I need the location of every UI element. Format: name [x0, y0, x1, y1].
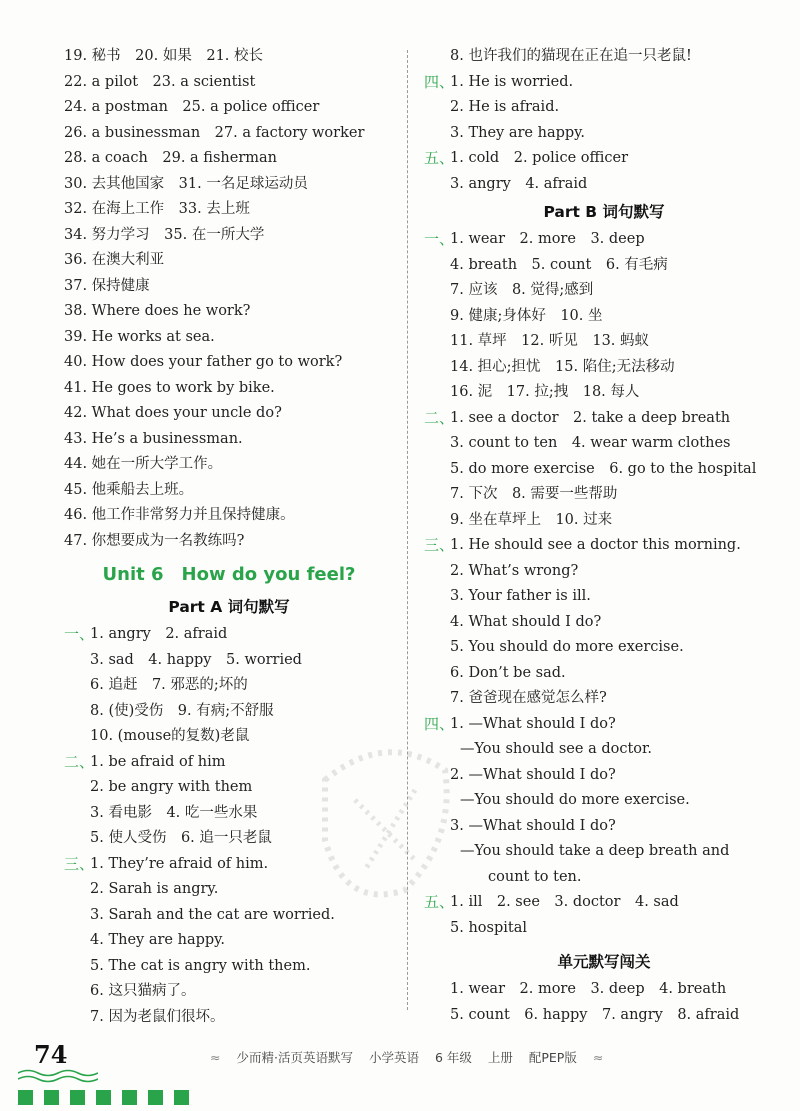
answer-text: 34. 努力学习 35. 在一所大学	[64, 226, 265, 243]
answer-text: 5. You should do more exercise.	[450, 639, 684, 655]
answer-line	[64, 197, 394, 223]
answer-text: 1. wear 2. more 3. deep	[450, 231, 645, 247]
answer-line	[424, 1003, 784, 1029]
answer-line	[424, 610, 784, 636]
right-column	[424, 44, 784, 1028]
answer-line	[64, 648, 394, 674]
answer-line	[424, 661, 784, 687]
page-number: 74	[34, 1040, 68, 1069]
answer-text: —You should take a deep breath and	[460, 843, 730, 859]
answer-line	[424, 712, 784, 738]
answer-line	[424, 584, 784, 610]
answer-line	[424, 890, 784, 916]
answer-line	[64, 350, 394, 376]
section-marker: 四、	[424, 714, 455, 733]
answer-text: 32. 在海上工作 33. 去上班	[64, 201, 250, 217]
answer-line	[424, 329, 784, 355]
answer-text: 1. He is worried.	[450, 73, 574, 90]
answer-text: 7. 下次 8. 需要一些帮助	[450, 486, 618, 502]
answer-text: 45. 他乘船去上班。	[64, 481, 194, 498]
answer-list-part-a-cont	[424, 44, 784, 197]
answer-text: 26. a businessman 27. a factory worker	[64, 124, 365, 141]
answer-text: 3. Your father is ill.	[450, 588, 591, 604]
answer-text: 39. He works at sea.	[64, 328, 215, 345]
section-marker: 四、	[424, 72, 455, 91]
wave-decoration-icon	[18, 1068, 98, 1084]
answer-text: 1. cold 2. police officer	[450, 150, 629, 166]
answer-list-unit5	[64, 44, 394, 554]
answer-text: 11. 草坪 12. 听见 13. 蚂蚁	[450, 333, 650, 349]
answer-line	[424, 763, 784, 789]
answer-text: 14. 担心;担忧 15. 陷住;无法移动	[450, 358, 675, 375]
answer-line	[424, 355, 784, 381]
answer-text: 19. 秘书 20. 如果 21. 校长	[64, 48, 264, 64]
answer-text: 5. 使人受伤 6. 追一只老鼠	[90, 830, 272, 846]
answer-text: 1. —What should I do?	[450, 715, 616, 732]
faded-stamp-watermark	[305, 720, 465, 920]
section-marker: 三、	[64, 854, 95, 873]
answer-text: 24. a postman 25. a police officer	[64, 99, 320, 115]
answer-line	[424, 172, 784, 198]
unit-title: Unit 6 How do you feel?	[102, 564, 356, 585]
answer-text: 2. Sarah is angry.	[90, 881, 219, 897]
answer-text: 1. ill 2. see 3. doctor 4. sad	[450, 894, 679, 910]
answer-line	[424, 146, 784, 172]
answer-line	[64, 954, 394, 980]
section-marker: 一、	[424, 230, 455, 248]
section-marker: 三、	[424, 536, 455, 554]
answer-text: —You should see a doctor.	[460, 741, 652, 757]
answer-text: 8. 也许我们的猫现在正在追一只老鼠!	[450, 48, 692, 64]
answer-text: 10. (mouse的复数)老鼠	[90, 728, 250, 744]
answer-text: 7. 爸爸现在感觉怎么样?	[450, 690, 607, 706]
answer-line	[64, 376, 394, 402]
answer-line	[424, 278, 784, 304]
answer-line	[424, 977, 784, 1003]
answer-text: 6. 追赶 7. 邪恶的;坏的	[90, 677, 248, 693]
footer-grade: 6 年级	[434, 1050, 472, 1065]
answer-line	[424, 788, 784, 814]
answer-line	[424, 839, 784, 865]
answer-line	[424, 508, 784, 534]
answer-text: 4. breath 5. count 6. 有毛病	[450, 256, 668, 273]
footer-subject: 小学英语	[368, 1050, 419, 1065]
answer-line	[424, 304, 784, 330]
answer-line	[64, 1005, 394, 1031]
answer-text: 7. 应该 8. 觉得;感到	[450, 282, 594, 298]
answer-text: 5. count 6. happy 7. angry 8. afraid	[450, 1006, 740, 1023]
section-marker: 二、	[424, 408, 455, 427]
answer-line	[64, 503, 394, 529]
answer-line	[64, 146, 394, 172]
answer-text: 9. 健康;身体好 10. 坐	[450, 307, 603, 324]
answer-line	[64, 673, 394, 699]
answer-text: count to ten.	[488, 868, 582, 885]
answer-text: 22. a pilot 23. a scientist	[64, 73, 256, 90]
answer-line	[64, 44, 394, 70]
answer-line	[424, 253, 784, 279]
answer-text: 44. 她在一所大学工作。	[64, 456, 223, 472]
section-marker: 二、	[64, 752, 95, 771]
part-b-title: Part B 词句默写	[543, 203, 665, 221]
answer-text: 1. be afraid of him	[90, 753, 226, 770]
answer-line	[424, 457, 784, 483]
answer-text: 3. 看电影 4. 吃一些水果	[90, 804, 258, 821]
answer-line	[64, 427, 394, 453]
answer-line	[64, 121, 394, 147]
answer-line	[424, 686, 784, 712]
section-marker: 五、	[424, 893, 455, 911]
answer-text: 1. wear 2. more 3. deep 4. breath	[450, 981, 727, 997]
answer-text: 4. They are happy.	[90, 932, 226, 948]
answer-line	[424, 227, 784, 253]
answer-line	[424, 814, 784, 840]
answer-line	[64, 95, 394, 121]
answer-line	[64, 928, 394, 954]
answer-line	[64, 979, 394, 1005]
section-marker: 一、	[64, 625, 95, 643]
answer-line	[424, 431, 784, 457]
answer-list-part-b	[424, 227, 784, 941]
answer-text: 37. 保持健康	[64, 277, 150, 294]
answer-line	[424, 406, 784, 432]
answer-line	[64, 248, 394, 274]
answer-text: 3. count to ten 4. wear warm clothes	[450, 435, 731, 451]
answer-line	[424, 559, 784, 585]
part-a-title: Part A 词句默写	[168, 598, 290, 616]
answer-text: 3. —What should I do?	[450, 817, 616, 834]
answer-text: 5. do more exercise 6. go to the hospital	[450, 460, 757, 477]
answer-text: 30. 去其他国家 31. 一名足球运动员	[64, 175, 308, 192]
answer-text: 3. Sarah and the cat are worried.	[90, 906, 335, 923]
answer-text: 3. sad 4. happy 5. worried	[90, 651, 302, 668]
answer-line	[424, 635, 784, 661]
section-marker: 五、	[424, 149, 455, 167]
answer-text: 43. He’s a businessman.	[64, 430, 243, 447]
unit-test-title: 单元默写闯关	[557, 953, 651, 971]
answer-line	[64, 478, 394, 504]
answer-line	[424, 737, 784, 763]
answer-line	[424, 70, 784, 96]
answer-text: 42. What does your uncle do?	[64, 405, 282, 421]
answer-line	[64, 172, 394, 198]
answer-line	[424, 482, 784, 508]
answer-text: 6. 这只猫病了。	[90, 983, 196, 999]
footer-edition: 配PEP版	[528, 1050, 577, 1065]
answer-text: 16. 泥 17. 拉;拽 18. 每人	[450, 384, 640, 400]
footer-volume: 上册	[487, 1050, 513, 1065]
square-decoration	[18, 1090, 200, 1109]
answer-text: 5. hospital	[450, 919, 527, 936]
answer-line	[64, 325, 394, 351]
answer-line	[64, 529, 394, 555]
footer-series: 少而精·活页英语默写	[236, 1050, 353, 1065]
answer-text: 47. 你想要成为一名教练吗?	[64, 532, 245, 549]
answer-line	[424, 916, 784, 942]
answer-text: 7. 因为老鼠们很坏。	[90, 1008, 225, 1025]
answer-text: 28. a coach 29. a fisherman	[64, 150, 277, 166]
answer-line	[424, 533, 784, 559]
answer-text: 1. see a doctor 2. take a deep breath	[450, 409, 731, 426]
answer-text: 8. (使)受伤 9. 有病;不舒服	[90, 702, 274, 719]
answer-line	[424, 95, 784, 121]
answer-text: 38. Where does he work?	[64, 303, 251, 319]
answer-text: —You should do more exercise.	[460, 792, 690, 808]
answer-line	[64, 70, 394, 96]
answer-list-unit-test	[424, 977, 784, 1028]
footer-deco-right: ≈	[592, 1050, 604, 1065]
answer-line	[64, 452, 394, 478]
answer-line	[424, 865, 784, 891]
answer-text: 9. 坐在草坪上 10. 过来	[450, 511, 613, 528]
answer-text: 46. 他工作非常努力并且保持健康。	[64, 507, 295, 523]
answer-text: 1. He should see a doctor this morning.	[450, 537, 741, 553]
answer-line	[64, 401, 394, 427]
answer-line	[64, 299, 394, 325]
answer-text: 6. Don’t be sad.	[450, 664, 566, 681]
answer-text: 3. angry 4. afraid	[450, 175, 588, 192]
answer-text: 41. He goes to work by bike.	[64, 379, 275, 396]
answer-line	[64, 223, 394, 249]
answer-line	[424, 380, 784, 406]
footer-info	[210, 1048, 710, 1066]
answer-text: 5. The cat is angry with them.	[90, 957, 311, 974]
answer-text: 2. What’s wrong?	[450, 562, 579, 579]
answer-text: 1. angry 2. afraid	[90, 626, 228, 642]
answer-text: 40. How does your father go to work?	[64, 354, 343, 370]
answer-text: 4. What should I do?	[450, 613, 602, 630]
answer-line	[424, 44, 784, 70]
answer-text: 1. They’re afraid of him.	[90, 855, 269, 872]
answer-text: 2. be angry with them	[90, 779, 253, 795]
footer-deco-left: ≈	[210, 1050, 221, 1065]
answer-text: 2. —What should I do?	[450, 766, 616, 783]
answer-text: 3. They are happy.	[450, 124, 586, 141]
answer-line	[424, 121, 784, 147]
answer-text: 2. He is afraid.	[450, 99, 560, 115]
answer-text: 36. 在澳大利亚	[64, 252, 165, 268]
answer-line	[64, 622, 394, 648]
answer-line	[64, 274, 394, 300]
